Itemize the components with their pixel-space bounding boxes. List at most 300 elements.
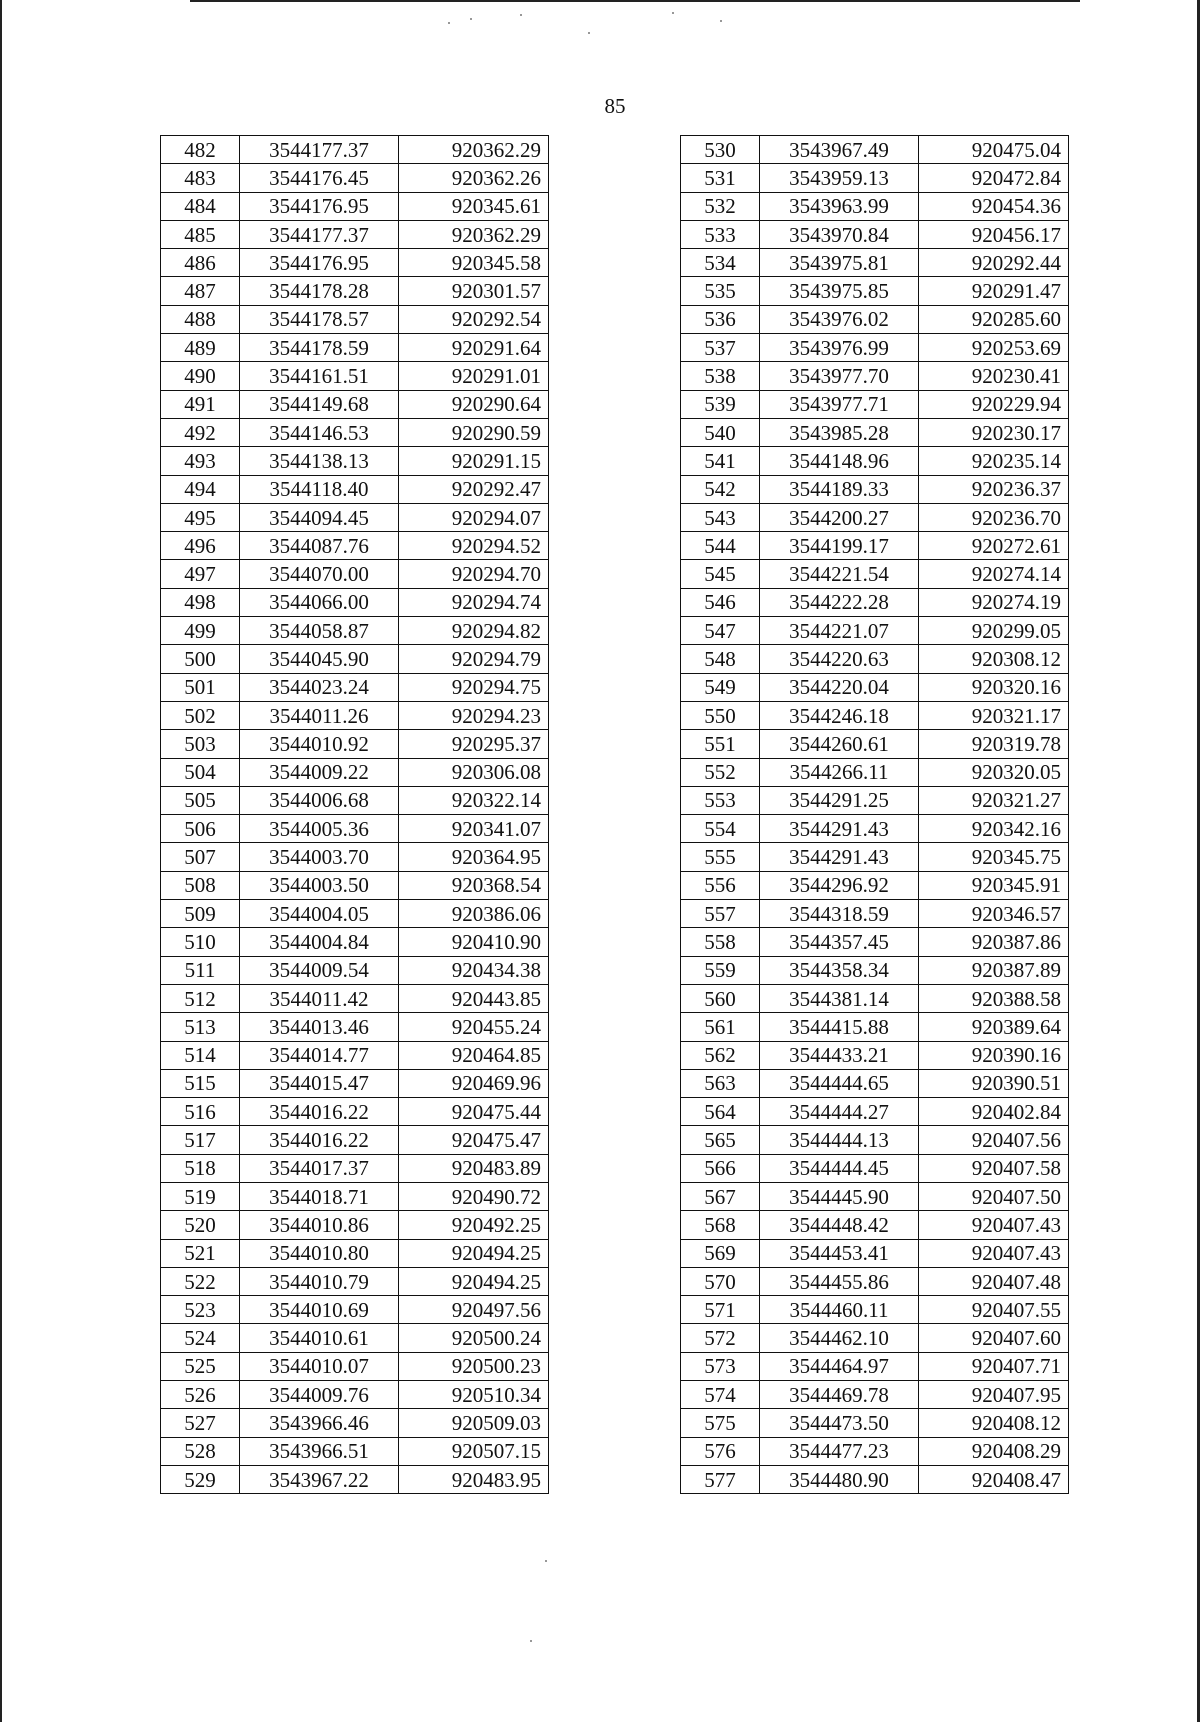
y-coordinate-cell: 920407.50 bbox=[919, 1182, 1069, 1210]
table-row bbox=[161, 900, 549, 928]
point-number-cell: 577 bbox=[681, 1465, 760, 1493]
table-row bbox=[161, 503, 549, 531]
x-coordinate-cell: 3544161.51 bbox=[240, 362, 399, 390]
y-coordinate-cell: 920362.29 bbox=[399, 220, 549, 248]
table-row bbox=[681, 645, 1069, 673]
y-coordinate-cell: 920306.08 bbox=[399, 758, 549, 786]
x-coordinate-cell: 3544066.00 bbox=[240, 588, 399, 616]
point-number-cell: 489 bbox=[161, 334, 240, 362]
y-coordinate-cell: 920229.94 bbox=[919, 390, 1069, 418]
x-coordinate-cell: 3544009.54 bbox=[240, 956, 399, 984]
table-row bbox=[161, 164, 549, 192]
scan-speck bbox=[448, 22, 450, 24]
y-coordinate-cell: 920342.16 bbox=[919, 815, 1069, 843]
x-coordinate-cell: 3544177.37 bbox=[240, 136, 399, 164]
y-coordinate-cell: 920308.12 bbox=[919, 645, 1069, 673]
x-coordinate-cell: 3544433.21 bbox=[760, 1041, 919, 1069]
scan-speck bbox=[530, 1640, 532, 1642]
point-number-cell: 523 bbox=[161, 1296, 240, 1324]
x-coordinate-cell: 3544415.88 bbox=[760, 1013, 919, 1041]
point-number-cell: 500 bbox=[161, 645, 240, 673]
table-row bbox=[161, 730, 549, 758]
x-coordinate-cell: 3544296.92 bbox=[760, 871, 919, 899]
point-number-cell: 533 bbox=[681, 220, 760, 248]
x-coordinate-cell: 3544010.86 bbox=[240, 1211, 399, 1239]
y-coordinate-cell: 920362.26 bbox=[399, 164, 549, 192]
x-coordinate-cell: 3544480.90 bbox=[760, 1465, 919, 1493]
x-coordinate-cell: 3543975.81 bbox=[760, 249, 919, 277]
table-row bbox=[161, 560, 549, 588]
x-coordinate-cell: 3544014.77 bbox=[240, 1041, 399, 1069]
y-coordinate-cell: 920456.17 bbox=[919, 220, 1069, 248]
y-coordinate-cell: 920345.58 bbox=[399, 249, 549, 277]
x-coordinate-cell: 3544220.63 bbox=[760, 645, 919, 673]
point-number-cell: 540 bbox=[681, 418, 760, 446]
y-coordinate-cell: 920408.47 bbox=[919, 1465, 1069, 1493]
point-number-cell: 547 bbox=[681, 617, 760, 645]
x-coordinate-cell: 3544015.47 bbox=[240, 1069, 399, 1097]
y-coordinate-cell: 920464.85 bbox=[399, 1041, 549, 1069]
point-number-cell: 522 bbox=[161, 1267, 240, 1295]
x-coordinate-cell: 3544221.54 bbox=[760, 560, 919, 588]
x-coordinate-cell: 3544178.59 bbox=[240, 334, 399, 362]
table-row bbox=[161, 1437, 549, 1465]
x-coordinate-cell: 3544146.53 bbox=[240, 418, 399, 446]
x-coordinate-cell: 3543967.49 bbox=[760, 136, 919, 164]
table-row bbox=[161, 1296, 549, 1324]
x-coordinate-cell: 3544018.71 bbox=[240, 1182, 399, 1210]
y-coordinate-cell: 920294.52 bbox=[399, 532, 549, 560]
y-coordinate-cell: 920500.23 bbox=[399, 1352, 549, 1380]
table-row bbox=[161, 588, 549, 616]
y-coordinate-cell: 920472.84 bbox=[919, 164, 1069, 192]
scan-speck bbox=[545, 1560, 547, 1562]
y-coordinate-cell: 920407.55 bbox=[919, 1296, 1069, 1324]
table-row bbox=[681, 249, 1069, 277]
point-number-cell: 541 bbox=[681, 447, 760, 475]
point-number-cell: 568 bbox=[681, 1211, 760, 1239]
y-coordinate-cell: 920291.01 bbox=[399, 362, 549, 390]
table-row bbox=[681, 447, 1069, 475]
y-coordinate-cell: 920322.14 bbox=[399, 786, 549, 814]
point-number-cell: 534 bbox=[681, 249, 760, 277]
y-coordinate-cell: 920299.05 bbox=[919, 617, 1069, 645]
y-coordinate-cell: 920407.60 bbox=[919, 1324, 1069, 1352]
y-coordinate-cell: 920345.75 bbox=[919, 843, 1069, 871]
point-number-cell: 538 bbox=[681, 362, 760, 390]
y-coordinate-cell: 920292.54 bbox=[399, 305, 549, 333]
x-coordinate-cell: 3544469.78 bbox=[760, 1381, 919, 1409]
page-number: 85 bbox=[604, 94, 626, 118]
x-coordinate-cell: 3544148.96 bbox=[760, 447, 919, 475]
table-row bbox=[681, 1465, 1069, 1493]
point-number-cell: 561 bbox=[681, 1013, 760, 1041]
x-coordinate-cell: 3544260.61 bbox=[760, 730, 919, 758]
y-coordinate-cell: 920294.70 bbox=[399, 560, 549, 588]
y-coordinate-cell: 920294.74 bbox=[399, 588, 549, 616]
point-number-cell: 493 bbox=[161, 447, 240, 475]
table-row bbox=[681, 1381, 1069, 1409]
point-number-cell: 535 bbox=[681, 277, 760, 305]
x-coordinate-cell: 3544009.22 bbox=[240, 758, 399, 786]
point-number-cell: 492 bbox=[161, 418, 240, 446]
x-coordinate-cell: 3544178.28 bbox=[240, 277, 399, 305]
y-coordinate-cell: 920510.34 bbox=[399, 1381, 549, 1409]
point-number-cell: 498 bbox=[161, 588, 240, 616]
table-row bbox=[681, 1352, 1069, 1380]
table-row bbox=[161, 843, 549, 871]
x-coordinate-cell: 3544138.13 bbox=[240, 447, 399, 475]
y-coordinate-cell: 920390.51 bbox=[919, 1069, 1069, 1097]
table-row bbox=[681, 334, 1069, 362]
y-coordinate-cell: 920509.03 bbox=[399, 1409, 549, 1437]
point-number-cell: 504 bbox=[161, 758, 240, 786]
point-number-cell: 567 bbox=[681, 1182, 760, 1210]
table-row bbox=[681, 1296, 1069, 1324]
point-number-cell: 496 bbox=[161, 532, 240, 560]
x-coordinate-cell: 3543977.70 bbox=[760, 362, 919, 390]
table-row bbox=[681, 758, 1069, 786]
table-row bbox=[161, 1182, 549, 1210]
y-coordinate-cell: 920475.04 bbox=[919, 136, 1069, 164]
x-coordinate-cell: 3543966.51 bbox=[240, 1437, 399, 1465]
table-row bbox=[161, 1069, 549, 1097]
point-number-cell: 514 bbox=[161, 1041, 240, 1069]
point-number-cell: 556 bbox=[681, 871, 760, 899]
table-row bbox=[161, 871, 549, 899]
table-row bbox=[161, 815, 549, 843]
point-number-cell: 551 bbox=[681, 730, 760, 758]
y-coordinate-cell: 920500.24 bbox=[399, 1324, 549, 1352]
point-number-cell: 571 bbox=[681, 1296, 760, 1324]
y-coordinate-cell: 920475.44 bbox=[399, 1098, 549, 1126]
table-row bbox=[681, 701, 1069, 729]
table-row bbox=[161, 1239, 549, 1267]
table-row bbox=[681, 418, 1069, 446]
point-number-cell: 558 bbox=[681, 928, 760, 956]
point-number-cell: 503 bbox=[161, 730, 240, 758]
scan-speck bbox=[720, 20, 722, 22]
point-number-cell: 529 bbox=[161, 1465, 240, 1493]
x-coordinate-cell: 3544381.14 bbox=[760, 984, 919, 1012]
x-coordinate-cell: 3544023.24 bbox=[240, 673, 399, 701]
y-coordinate-cell: 920408.12 bbox=[919, 1409, 1069, 1437]
point-number-cell: 542 bbox=[681, 475, 760, 503]
point-number-cell: 560 bbox=[681, 984, 760, 1012]
x-coordinate-cell: 3544464.97 bbox=[760, 1352, 919, 1380]
point-number-cell: 517 bbox=[161, 1126, 240, 1154]
table-row bbox=[161, 786, 549, 814]
x-coordinate-cell: 3544460.11 bbox=[760, 1296, 919, 1324]
table-row bbox=[161, 532, 549, 560]
y-coordinate-cell: 920291.64 bbox=[399, 334, 549, 362]
table-row bbox=[681, 786, 1069, 814]
x-coordinate-cell: 3544291.43 bbox=[760, 843, 919, 871]
x-coordinate-cell: 3544199.17 bbox=[760, 532, 919, 560]
point-number-cell: 573 bbox=[681, 1352, 760, 1380]
y-coordinate-cell: 920290.64 bbox=[399, 390, 549, 418]
y-coordinate-cell: 920301.57 bbox=[399, 277, 549, 305]
x-coordinate-cell: 3544087.76 bbox=[240, 532, 399, 560]
scan-edge-left bbox=[0, 0, 2, 1722]
x-coordinate-cell: 3543985.28 bbox=[760, 418, 919, 446]
x-coordinate-cell: 3544010.69 bbox=[240, 1296, 399, 1324]
y-coordinate-cell: 920407.58 bbox=[919, 1154, 1069, 1182]
point-number-cell: 519 bbox=[161, 1182, 240, 1210]
point-number-cell: 555 bbox=[681, 843, 760, 871]
point-number-cell: 497 bbox=[161, 560, 240, 588]
x-coordinate-cell: 3544176.95 bbox=[240, 192, 399, 220]
point-number-cell: 510 bbox=[161, 928, 240, 956]
y-coordinate-cell: 920236.37 bbox=[919, 475, 1069, 503]
y-coordinate-cell: 920341.07 bbox=[399, 815, 549, 843]
point-number-cell: 563 bbox=[681, 1069, 760, 1097]
x-coordinate-cell: 3544358.34 bbox=[760, 956, 919, 984]
y-coordinate-cell: 920294.07 bbox=[399, 503, 549, 531]
table-row bbox=[161, 1352, 549, 1380]
table-row bbox=[681, 164, 1069, 192]
y-coordinate-cell: 920290.59 bbox=[399, 418, 549, 446]
table-row bbox=[681, 136, 1069, 164]
x-coordinate-cell: 3544357.45 bbox=[760, 928, 919, 956]
table-row bbox=[161, 984, 549, 1012]
table-row bbox=[681, 1041, 1069, 1069]
point-number-cell: 553 bbox=[681, 786, 760, 814]
x-coordinate-cell: 3544058.87 bbox=[240, 617, 399, 645]
x-coordinate-cell: 3544005.36 bbox=[240, 815, 399, 843]
y-coordinate-cell: 920388.58 bbox=[919, 984, 1069, 1012]
y-coordinate-cell: 920410.90 bbox=[399, 928, 549, 956]
x-coordinate-cell: 3543963.99 bbox=[760, 192, 919, 220]
table-row bbox=[681, 871, 1069, 899]
point-number-cell: 546 bbox=[681, 588, 760, 616]
x-coordinate-cell: 3544017.37 bbox=[240, 1154, 399, 1182]
y-coordinate-cell: 920497.56 bbox=[399, 1296, 549, 1324]
x-coordinate-cell: 3544220.04 bbox=[760, 673, 919, 701]
y-coordinate-cell: 920319.78 bbox=[919, 730, 1069, 758]
y-coordinate-cell: 920291.15 bbox=[399, 447, 549, 475]
table-row bbox=[161, 758, 549, 786]
x-coordinate-cell: 3544094.45 bbox=[240, 503, 399, 531]
table-body bbox=[161, 136, 549, 1494]
point-number-cell: 566 bbox=[681, 1154, 760, 1182]
point-number-cell: 526 bbox=[161, 1381, 240, 1409]
y-coordinate-cell: 920292.44 bbox=[919, 249, 1069, 277]
table-row bbox=[161, 362, 549, 390]
y-coordinate-cell: 920407.56 bbox=[919, 1126, 1069, 1154]
x-coordinate-cell: 3544453.41 bbox=[760, 1239, 919, 1267]
point-number-cell: 482 bbox=[161, 136, 240, 164]
x-coordinate-cell: 3544010.92 bbox=[240, 730, 399, 758]
point-number-cell: 483 bbox=[161, 164, 240, 192]
x-coordinate-cell: 3543976.02 bbox=[760, 305, 919, 333]
x-coordinate-cell: 3544444.27 bbox=[760, 1098, 919, 1126]
table-row bbox=[161, 617, 549, 645]
scan-speck bbox=[520, 14, 522, 16]
table-row bbox=[681, 1069, 1069, 1097]
y-coordinate-cell: 920235.14 bbox=[919, 447, 1069, 475]
table-row bbox=[161, 673, 549, 701]
table-row bbox=[681, 532, 1069, 560]
table-row bbox=[161, 334, 549, 362]
point-number-cell: 491 bbox=[161, 390, 240, 418]
point-number-cell: 524 bbox=[161, 1324, 240, 1352]
table-row bbox=[681, 843, 1069, 871]
y-coordinate-cell: 920230.41 bbox=[919, 362, 1069, 390]
table-row bbox=[161, 136, 549, 164]
y-coordinate-cell: 920253.69 bbox=[919, 334, 1069, 362]
table-row bbox=[681, 362, 1069, 390]
table-row bbox=[681, 1098, 1069, 1126]
y-coordinate-cell: 920364.95 bbox=[399, 843, 549, 871]
table-row bbox=[161, 418, 549, 446]
y-coordinate-cell: 920291.47 bbox=[919, 277, 1069, 305]
table-row bbox=[681, 1154, 1069, 1182]
table-row bbox=[161, 475, 549, 503]
scan-speck bbox=[588, 32, 590, 34]
x-coordinate-cell: 3544176.45 bbox=[240, 164, 399, 192]
x-coordinate-cell: 3544003.70 bbox=[240, 843, 399, 871]
point-number-cell: 521 bbox=[161, 1239, 240, 1267]
point-number-cell: 495 bbox=[161, 503, 240, 531]
y-coordinate-cell: 920492.25 bbox=[399, 1211, 549, 1239]
y-coordinate-cell: 920320.16 bbox=[919, 673, 1069, 701]
table-row bbox=[161, 220, 549, 248]
point-number-cell: 536 bbox=[681, 305, 760, 333]
y-coordinate-cell: 920294.82 bbox=[399, 617, 549, 645]
y-coordinate-cell: 920386.06 bbox=[399, 900, 549, 928]
x-coordinate-cell: 3544222.28 bbox=[760, 588, 919, 616]
y-coordinate-cell: 920389.64 bbox=[919, 1013, 1069, 1041]
table-row bbox=[681, 1267, 1069, 1295]
table-row bbox=[681, 305, 1069, 333]
table-row bbox=[161, 1381, 549, 1409]
point-number-cell: 487 bbox=[161, 277, 240, 305]
table-row bbox=[161, 1211, 549, 1239]
point-number-cell: 508 bbox=[161, 871, 240, 899]
y-coordinate-cell: 920292.47 bbox=[399, 475, 549, 503]
x-coordinate-cell: 3544010.61 bbox=[240, 1324, 399, 1352]
y-coordinate-cell: 920490.72 bbox=[399, 1182, 549, 1210]
y-coordinate-cell: 920408.29 bbox=[919, 1437, 1069, 1465]
x-coordinate-cell: 3543976.99 bbox=[760, 334, 919, 362]
point-number-cell: 490 bbox=[161, 362, 240, 390]
y-coordinate-cell: 920230.17 bbox=[919, 418, 1069, 446]
table-row bbox=[681, 220, 1069, 248]
y-coordinate-cell: 920321.27 bbox=[919, 786, 1069, 814]
point-number-cell: 543 bbox=[681, 503, 760, 531]
table-row bbox=[681, 900, 1069, 928]
point-number-cell: 520 bbox=[161, 1211, 240, 1239]
point-number-cell: 550 bbox=[681, 701, 760, 729]
x-coordinate-cell: 3543977.71 bbox=[760, 390, 919, 418]
y-coordinate-cell: 920469.96 bbox=[399, 1069, 549, 1097]
x-coordinate-cell: 3544016.22 bbox=[240, 1126, 399, 1154]
table-row bbox=[161, 1154, 549, 1182]
y-coordinate-cell: 920390.16 bbox=[919, 1041, 1069, 1069]
table-row bbox=[161, 1409, 549, 1437]
point-number-cell: 501 bbox=[161, 673, 240, 701]
point-number-cell: 525 bbox=[161, 1352, 240, 1380]
x-coordinate-cell: 3544177.37 bbox=[240, 220, 399, 248]
point-number-cell: 507 bbox=[161, 843, 240, 871]
y-coordinate-cell: 920345.91 bbox=[919, 871, 1069, 899]
x-coordinate-cell: 3544003.50 bbox=[240, 871, 399, 899]
y-coordinate-cell: 920294.75 bbox=[399, 673, 549, 701]
y-coordinate-cell: 920285.60 bbox=[919, 305, 1069, 333]
point-number-cell: 494 bbox=[161, 475, 240, 503]
point-number-cell: 516 bbox=[161, 1098, 240, 1126]
point-number-cell: 572 bbox=[681, 1324, 760, 1352]
table-row bbox=[681, 1013, 1069, 1041]
scan-edge-top bbox=[190, 0, 1080, 2]
x-coordinate-cell: 3543966.46 bbox=[240, 1409, 399, 1437]
x-coordinate-cell: 3544291.25 bbox=[760, 786, 919, 814]
y-coordinate-cell: 920483.89 bbox=[399, 1154, 549, 1182]
point-number-cell: 576 bbox=[681, 1437, 760, 1465]
table-row bbox=[161, 447, 549, 475]
x-coordinate-cell: 3544221.07 bbox=[760, 617, 919, 645]
table-row bbox=[681, 277, 1069, 305]
y-coordinate-cell: 920294.23 bbox=[399, 701, 549, 729]
table-row bbox=[681, 1239, 1069, 1267]
table-row bbox=[681, 730, 1069, 758]
x-coordinate-cell: 3544462.10 bbox=[760, 1324, 919, 1352]
x-coordinate-cell: 3544444.13 bbox=[760, 1126, 919, 1154]
table-row bbox=[161, 249, 549, 277]
table-row bbox=[161, 645, 549, 673]
y-coordinate-cell: 920402.84 bbox=[919, 1098, 1069, 1126]
y-coordinate-cell: 920236.70 bbox=[919, 503, 1069, 531]
table-row bbox=[681, 1211, 1069, 1239]
point-number-cell: 502 bbox=[161, 701, 240, 729]
x-coordinate-cell: 3544318.59 bbox=[760, 900, 919, 928]
point-number-cell: 559 bbox=[681, 956, 760, 984]
y-coordinate-cell: 920274.19 bbox=[919, 588, 1069, 616]
y-coordinate-cell: 920507.15 bbox=[399, 1437, 549, 1465]
x-coordinate-cell: 3544013.46 bbox=[240, 1013, 399, 1041]
point-number-cell: 570 bbox=[681, 1267, 760, 1295]
x-coordinate-cell: 3544070.00 bbox=[240, 560, 399, 588]
x-coordinate-cell: 3544010.79 bbox=[240, 1267, 399, 1295]
point-number-cell: 515 bbox=[161, 1069, 240, 1097]
point-number-cell: 532 bbox=[681, 192, 760, 220]
point-number-cell: 565 bbox=[681, 1126, 760, 1154]
table-row bbox=[161, 701, 549, 729]
point-number-cell: 509 bbox=[161, 900, 240, 928]
table-row bbox=[681, 815, 1069, 843]
y-coordinate-cell: 920345.61 bbox=[399, 192, 549, 220]
point-number-cell: 499 bbox=[161, 617, 240, 645]
y-coordinate-cell: 920407.48 bbox=[919, 1267, 1069, 1295]
point-number-cell: 575 bbox=[681, 1409, 760, 1437]
point-number-cell: 527 bbox=[161, 1409, 240, 1437]
y-coordinate-cell: 920346.57 bbox=[919, 900, 1069, 928]
x-coordinate-cell: 3544010.07 bbox=[240, 1352, 399, 1380]
y-coordinate-cell: 920274.14 bbox=[919, 560, 1069, 588]
table-row bbox=[681, 956, 1069, 984]
point-number-cell: 552 bbox=[681, 758, 760, 786]
table-row bbox=[681, 588, 1069, 616]
table-row bbox=[161, 305, 549, 333]
table-row bbox=[681, 503, 1069, 531]
y-coordinate-cell: 920387.89 bbox=[919, 956, 1069, 984]
point-number-cell: 511 bbox=[161, 956, 240, 984]
coordinate-table-left bbox=[160, 135, 549, 1494]
scan-speck bbox=[672, 12, 674, 14]
x-coordinate-cell: 3544444.45 bbox=[760, 1154, 919, 1182]
x-coordinate-cell: 3544118.40 bbox=[240, 475, 399, 503]
